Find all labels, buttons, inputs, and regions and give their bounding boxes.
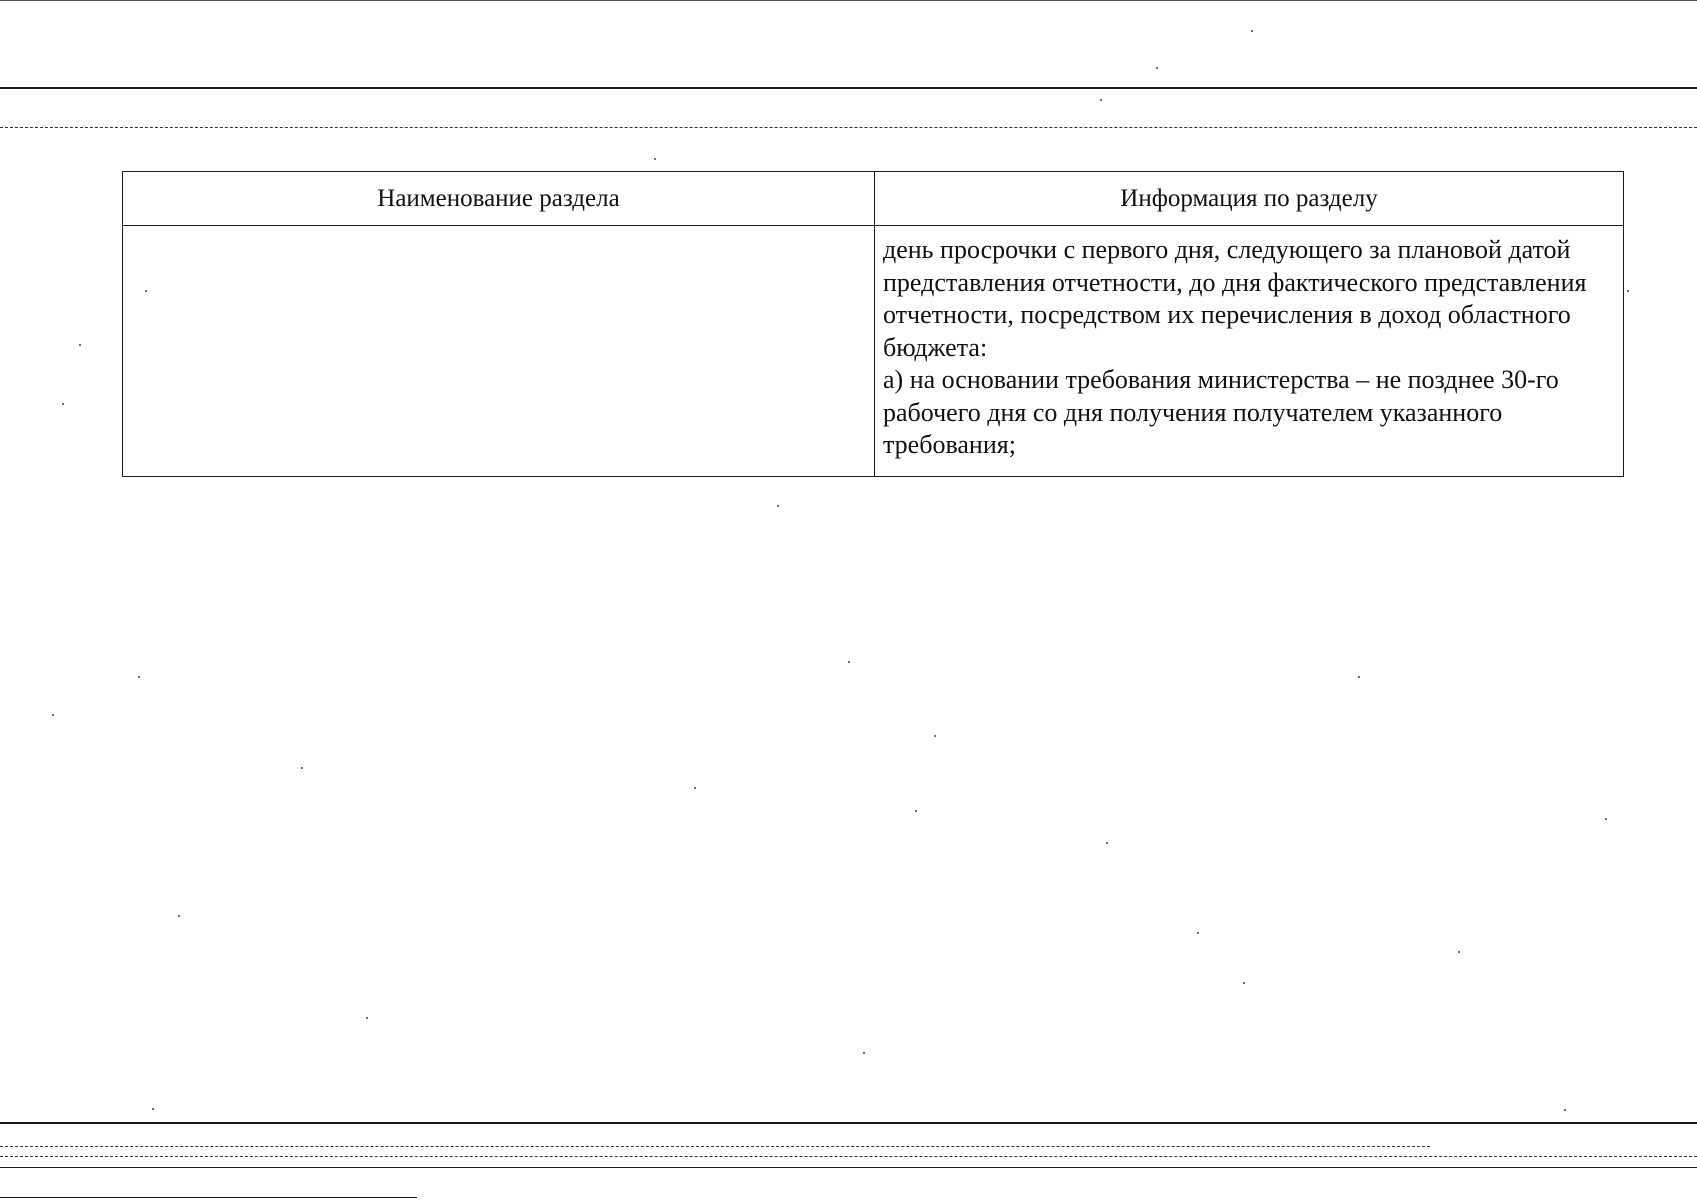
scan-speck: [694, 787, 696, 789]
footer-dashed-rule-2: [0, 1156, 1697, 1157]
section-info-cell: день просрочки с первого дня, следующего за плановой датой представления отчетности, до дня фактического представления отчетности, посредством их перечисления в доход областного бюджета: а) на основании требования министерства – не позднее 30-го рабочего дня со дня получения получателем указанного требования;: [875, 226, 1624, 477]
section-table: [122, 171, 1624, 477]
scan-speck: [1358, 676, 1360, 678]
scan-speck: [915, 810, 917, 812]
scan-speck: [62, 403, 64, 405]
header-dashed-rule: [0, 127, 1697, 128]
footer-dashed-rule-1: [0, 1146, 1430, 1147]
table-row: [123, 226, 1624, 477]
scan-speck: [152, 1108, 154, 1110]
scan-speck: [777, 505, 779, 507]
scan-speck: [301, 767, 303, 769]
header-section-name: Наименование раздела: [123, 172, 875, 226]
scan-speck: [1564, 1109, 1566, 1111]
section-name-cell: [123, 226, 875, 477]
table-header-row: [123, 172, 1624, 226]
scan-speck: [1627, 290, 1629, 292]
scan-speck: [1156, 67, 1158, 69]
scan-speck: [52, 714, 54, 716]
header-section-info: Информация по разделу: [875, 172, 1624, 226]
top-border-rule: [0, 0, 1697, 1]
scan-speck: [366, 1017, 368, 1019]
scan-speck: [848, 661, 850, 663]
header-rule: [0, 87, 1697, 89]
footer-rule-2: [0, 1167, 1697, 1168]
scan-speck: [79, 344, 81, 346]
scan-speck: [1605, 818, 1607, 820]
scan-speck: [1100, 99, 1102, 101]
scan-speck: [138, 676, 140, 678]
scan-speck: [145, 290, 147, 292]
scan-speck: [1106, 842, 1108, 844]
scan-speck: [654, 158, 656, 160]
scan-speck: [178, 915, 180, 917]
scan-speck: [934, 735, 936, 737]
scan-speck: [863, 1052, 865, 1054]
scan-speck: [1458, 951, 1460, 953]
footer-short-rule: [0, 1197, 417, 1198]
scan-speck: [1197, 932, 1199, 934]
scan-speck: [1243, 982, 1245, 984]
footer-rule: [0, 1122, 1697, 1124]
scan-speck: [1251, 30, 1253, 32]
